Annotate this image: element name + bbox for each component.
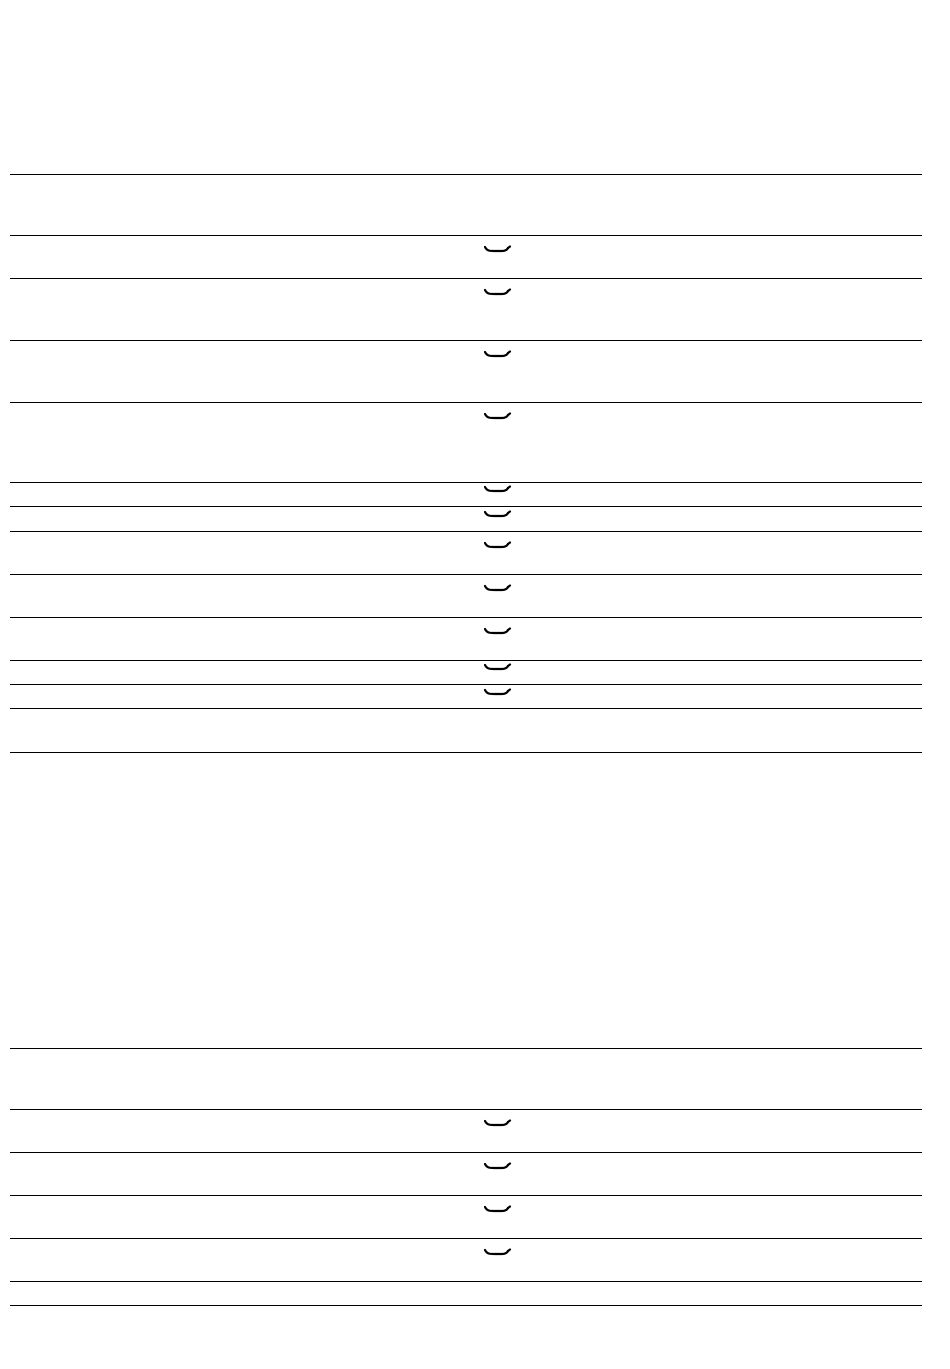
brace-icon xyxy=(484,688,512,698)
brace-icon xyxy=(484,350,512,360)
brace-icon xyxy=(484,412,512,422)
brace-icon xyxy=(484,1248,512,1258)
table-rule xyxy=(10,684,922,685)
table-rule xyxy=(10,340,922,341)
brace-icon xyxy=(484,1119,512,1129)
brace-icon xyxy=(484,627,512,637)
table-rule xyxy=(10,235,922,236)
table-rule xyxy=(10,752,922,753)
table-rule xyxy=(10,278,922,279)
table-2 xyxy=(10,1048,922,1310)
table-rule xyxy=(10,482,922,483)
table-rule xyxy=(10,574,922,575)
table-rule xyxy=(10,531,922,532)
table-rule xyxy=(10,708,922,709)
table-rule xyxy=(10,506,922,507)
brace-icon xyxy=(484,288,512,298)
table-rule xyxy=(10,660,922,661)
brace-icon xyxy=(484,510,512,520)
brace-icon xyxy=(484,1162,512,1172)
table-rule xyxy=(10,1195,922,1196)
table-rule xyxy=(10,1048,922,1049)
table-rule xyxy=(10,1152,922,1153)
brace-icon xyxy=(484,1205,512,1215)
table-rule xyxy=(10,1281,922,1282)
brace-icon xyxy=(484,663,512,673)
brace-icon xyxy=(484,584,512,594)
brace-icon xyxy=(484,245,512,255)
table-rule xyxy=(10,174,922,175)
table-rule xyxy=(10,1109,922,1110)
table-rule xyxy=(10,1305,922,1306)
table-rule xyxy=(10,1238,922,1239)
table-rule xyxy=(10,402,922,403)
brace-icon xyxy=(484,485,512,495)
brace-icon xyxy=(484,541,512,551)
table-rule xyxy=(10,617,922,618)
table-1 xyxy=(10,174,922,754)
